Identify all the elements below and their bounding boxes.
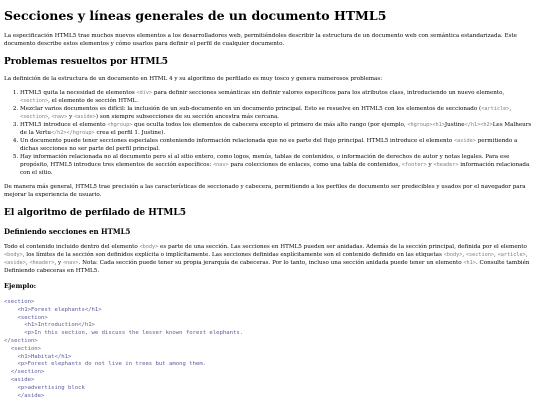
problem-item: 3. HTML5 introduce el elemento <hgroup> que oculta todos los elementos de cabecera excepto el primero de más alto rango (por ejemplo, <hgroup><h1>Justine</h1><h2>Les Malheurs de la Vertu</h2></hgroup> crea el perfil 1. Justine). (20, 121, 535, 137)
page-title: Secciones y líneas generales de un documento HTML5 (4, 8, 387, 23)
inline-code-tag: <aside> (4, 260, 26, 266)
inline-code-tag: <aside> (454, 138, 476, 144)
example-label: Ejemplo: (4, 282, 37, 290)
inline-code-tag: </h1><h2> (464, 122, 493, 128)
inline-code-tag: <body> (4, 252, 23, 258)
inline-code-tag: <section> (465, 252, 495, 258)
intro-paragraph: La especificación HTML5 trae muchos nuevos elementos a los desarrolladores web, permitiéndoles describir la estructura de un documento web con semántica estandarizada. Este documento describe estos elementos y cómo usarlos para definir el perfil de cualquier documento. (4, 33, 517, 47)
inline-code-tag: <h1> (463, 260, 476, 266)
inline-code-tag: <hgroup> (107, 122, 133, 128)
inline-code-tag: <header> (29, 260, 55, 266)
inline-code-tag: <footer> (401, 162, 427, 168)
inline-code-tag: <nav> (213, 162, 229, 168)
inline-code-tag: <nav> (51, 114, 68, 120)
defining-sections-paragraph: Todo el contenido incluido dentro del elemento <body> es parte de una sección. Las secciones en HTML5 pueden ser anidadas. Además de la sección principal, definida por el elemento <body>, los límites de la sección son definidos explícita o implícitamente. Las secciones definidas explícitamente son el contenido definido en las etiquetas <body>, <section>, <article>, <aside>, <header>, y <nav>. Nota: Cada sección puede tener su propia jerarquía de cabeceras. Por lo tanto, incluso una sección anidada puede tener un elemento <h1>. Consulte también Definiendo cabeceras en HTML5. (4, 244, 530, 274)
inline-code-tag: <body> (139, 244, 159, 250)
problems-list (4, 89, 535, 177)
inline-code-tag: <div> (136, 90, 153, 96)
problems-lead-paragraph: La definición de la estructura de un documento en HTML 4 y su algoritmo de perfilado es muy tosco y genera numerosos problemas: (4, 76, 383, 82)
inline-code-tag: <article> (481, 106, 510, 112)
problems-summary-paragraph: De manera más general, HTML5 trae precisión a las características de seccionado y cabecera, permitiendo a los perfiles de documento ser predecibles y usados por el navegador para mejorar la experiencia de usuario. (4, 184, 526, 198)
problem-item: 5. Hay información relacionada no al documento pero sí al sitio entero, como logos, menús, tablas de contenidos, o información de derechos de autor y notas legales. Para ese propósito, HTML5 introduce tres elementos de sección específicos: <nav> para colecciones de enlaces, como una tabla de contenidos, <footer> y <header> información relacionada con el sitio. (20, 153, 535, 177)
inline-code-tag: <body> (443, 252, 463, 258)
problem-item: 2. Mezclar varios documentos es difícil: la inclusión de un sub-documento en un documento principal. Esto se resuelve en HTML5 con los elementos de seccionado (<article>, <section>, <nav> y <aside>) son siempre subsecciones de su sección ancestra más cercana. (20, 105, 535, 121)
inline-code-tag: <section> (20, 114, 49, 120)
inline-code-tag: <article> (497, 252, 526, 258)
code-example: <section> <h1>Forest elephants</h1> <section> <h1>Introduction</h1> <p>In this section, we discuss the lesser known forest elephants. </section> <section> <h1>Habitat</h1> <p>Forest elephants do not live in trees but among them. </section> <aside> <p>advertising block </aside> (4, 299, 244, 399)
problem-item: 1. HTML5 quita la necesidad de elementos <div> para definir secciones semánticas sin definir valores específicos para los atributos class, introduciendo un nuevo elemento, <section>, el elemento de sección HTML. (20, 89, 535, 105)
inline-code-tag: <section> (20, 98, 49, 104)
problems-heading: Problemas resueltos por HTML5 (4, 57, 169, 67)
inline-code-tag: <hgroup><h1> (407, 122, 445, 128)
inline-code-tag: <aside> (74, 114, 96, 120)
inline-code-tag: </h2></hgroup> (50, 130, 95, 136)
algorithm-heading: El algoritmo de perfilado de HTML5 (4, 208, 186, 218)
problem-item: 4. Un documento puede tener secciones especiales conteniendo información relacionada que no es parte del flujo principal. HTML5 introduce el elemento <aside> permitiendo a dichas secciones no ser parte del perfil principal. (20, 137, 535, 153)
inline-code-tag: <header> (433, 162, 459, 168)
defining-sections-heading: Definiendo secciones en HTML5 (4, 227, 131, 236)
inline-code-tag: <nav> (62, 260, 79, 266)
